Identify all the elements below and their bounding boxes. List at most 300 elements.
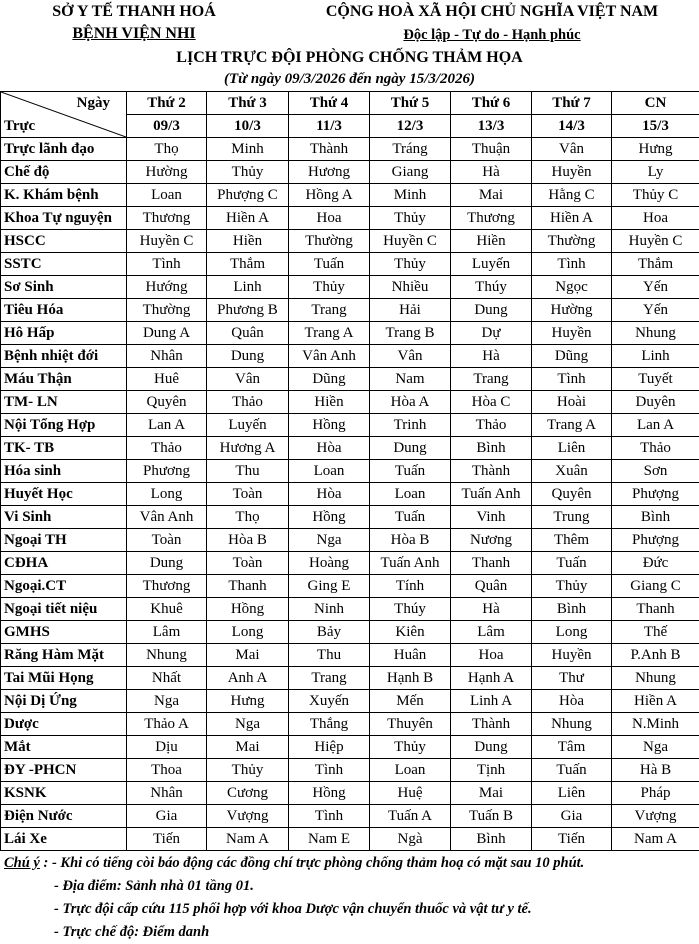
duty-person-cell: Thu — [289, 644, 370, 667]
duty-person-cell: Hòa — [289, 437, 370, 460]
department-name: Hóa sinh — [1, 460, 127, 483]
duty-person-cell: Nam A — [207, 828, 289, 851]
duty-person-cell: Thuyên — [370, 713, 451, 736]
duty-person-cell: Tính — [370, 575, 451, 598]
duty-person-cell: Dung — [370, 437, 451, 460]
duty-person-cell: Huyền — [532, 322, 612, 345]
department-name: Tiêu Hóa — [1, 299, 127, 322]
day-header: Thứ 2 — [127, 92, 207, 115]
note-line-1 — [4, 855, 584, 872]
date-header: 10/3 — [207, 115, 289, 138]
date-range: (Từ ngày 09/3/2026 đến ngày 15/3/2026) — [223, 71, 476, 87]
table-row — [1, 345, 699, 368]
department-name: Nội Tổng Hợp — [1, 414, 127, 437]
duty-person-cell: Tuấn Anh — [370, 552, 451, 575]
duty-person-cell: Hưng — [612, 138, 699, 161]
duty-person-cell: Tuấn — [370, 460, 451, 483]
duty-person-cell: Hoa — [451, 644, 532, 667]
duty-person-cell: Thủy — [370, 207, 451, 230]
duty-person-cell: Tuấn B — [451, 805, 532, 828]
department-name: Nội Dị Ứng — [1, 690, 127, 713]
duty-person-cell: Hương — [289, 161, 370, 184]
duty-person-cell: Hòa C — [451, 391, 532, 414]
duty-person-cell: Hồng — [289, 506, 370, 529]
duty-person-cell: Tráng — [370, 138, 451, 161]
duty-person-cell: Thảo — [451, 414, 532, 437]
duty-person-cell: Linh — [207, 276, 289, 299]
duty-person-cell: Tình — [289, 759, 370, 782]
duty-person-cell: Dung — [451, 736, 532, 759]
duty-person-cell: Nương — [451, 529, 532, 552]
table-row — [1, 368, 699, 391]
duty-person-cell: Nhân — [127, 345, 207, 368]
table-row — [1, 667, 699, 690]
table-row — [1, 138, 699, 161]
duty-person-cell: Hiền A — [207, 207, 289, 230]
duty-person-cell: Xuyến — [289, 690, 370, 713]
duty-person-cell: Luyến — [207, 414, 289, 437]
corner-duty-label: Trực — [4, 118, 36, 134]
duty-person-cell: Tình — [127, 253, 207, 276]
duty-person-cell: Nam A — [612, 828, 699, 851]
day-header: Thứ 7 — [532, 92, 612, 115]
table-row — [1, 736, 699, 759]
duty-person-cell: Tình — [532, 368, 612, 391]
department-name: Mắt — [1, 736, 127, 759]
table-row — [1, 805, 699, 828]
duty-person-cell: Trang B — [370, 322, 451, 345]
table-row — [1, 322, 699, 345]
department-name: K. Khám bệnh — [1, 184, 127, 207]
duty-person-cell: Huyền — [532, 161, 612, 184]
duty-person-cell: Loan — [370, 483, 451, 506]
duty-person-cell: Tâm — [532, 736, 612, 759]
duty-person-cell: Thường — [532, 230, 612, 253]
date-header: 11/3 — [289, 115, 370, 138]
duty-person-cell: Hiền — [289, 391, 370, 414]
note-line-3: - Trực đội cấp cứu 115 phối hợp với khoa Dược vận chuyển thuốc và vật tư y tế. — [54, 901, 532, 917]
duty-person-cell: Phượng C — [207, 184, 289, 207]
duty-person-cell: N.Minh — [612, 713, 699, 736]
duty-person-cell: Huệ — [370, 782, 451, 805]
duty-person-cell: Thủy — [370, 736, 451, 759]
duty-person-cell: Hà — [451, 161, 532, 184]
duty-person-cell: Dung A — [127, 322, 207, 345]
duty-person-cell: Loan — [127, 184, 207, 207]
duty-person-cell: Thường — [289, 230, 370, 253]
corner-day-label: Ngày — [76, 95, 110, 111]
org-name: SỞ Y TẾ THANH HOÁ — [52, 3, 216, 20]
duty-person-cell: Thảo — [207, 391, 289, 414]
duty-person-cell: Nga — [612, 736, 699, 759]
duty-person-cell: Thanh — [207, 575, 289, 598]
duty-person-cell: Loan — [289, 460, 370, 483]
duty-person-cell: Quân — [207, 322, 289, 345]
duty-person-cell: Đức — [612, 552, 699, 575]
duty-person-cell: Trang — [289, 667, 370, 690]
duty-person-cell: Dũng — [532, 345, 612, 368]
duty-person-cell: Huân — [370, 644, 451, 667]
duty-person-cell: Dịu — [127, 736, 207, 759]
department-name: Huyết Học — [1, 483, 127, 506]
duty-person-cell: Hòa A — [370, 391, 451, 414]
duty-person-cell: Cương — [207, 782, 289, 805]
duty-person-cell: Thường — [127, 299, 207, 322]
country-name: CỘNG HOÀ XÃ HỘI CHỦ NGHĨA VIỆT NAM — [325, 3, 659, 20]
duty-person-cell: Phượng — [612, 483, 699, 506]
table-row — [1, 161, 699, 184]
duty-person-cell: Thúy — [451, 276, 532, 299]
duty-person-cell: Thành — [289, 138, 370, 161]
department-name: Máu Thận — [1, 368, 127, 391]
duty-person-cell: Ngà — [370, 828, 451, 851]
note-line-4: - Trực chế độ: Điểm danh — [54, 924, 210, 940]
department-name: Ngoại TH — [1, 529, 127, 552]
duty-person-cell: Tình — [289, 805, 370, 828]
department-name: CĐHA — [1, 552, 127, 575]
duty-person-cell: Vượng — [612, 805, 699, 828]
department-name: SSTC — [1, 253, 127, 276]
duty-person-cell: Minh — [207, 138, 289, 161]
duty-person-cell: Tiến — [532, 828, 612, 851]
duty-person-cell: Trang A — [532, 414, 612, 437]
duty-person-cell: Gia — [532, 805, 612, 828]
duty-person-cell: Hạnh B — [370, 667, 451, 690]
department-name: Răng Hàm Mặt — [1, 644, 127, 667]
duty-person-cell: Hải — [370, 299, 451, 322]
duty-person-cell: Luyến — [451, 253, 532, 276]
duty-person-cell: Nhung — [127, 644, 207, 667]
duty-person-cell: Nga — [207, 713, 289, 736]
duty-person-cell: Thủy — [207, 161, 289, 184]
duty-person-cell: Trung — [532, 506, 612, 529]
duty-person-cell: Nhất — [127, 667, 207, 690]
department-name: Lái Xe — [1, 828, 127, 851]
duty-person-cell: Hằng C — [532, 184, 612, 207]
duty-person-cell: Bình — [532, 598, 612, 621]
duty-person-cell: Liên — [532, 437, 612, 460]
duty-person-cell: Thúy — [370, 598, 451, 621]
duty-person-cell: Pháp — [612, 782, 699, 805]
department-name: Sơ Sinh — [1, 276, 127, 299]
duty-person-cell: Dũng — [289, 368, 370, 391]
duty-person-cell: Vân — [532, 138, 612, 161]
duty-person-cell: Hồng — [289, 414, 370, 437]
duty-person-cell: Mai — [207, 736, 289, 759]
duty-person-cell: Quyên — [532, 483, 612, 506]
duty-person-cell: Nhân — [127, 782, 207, 805]
duty-person-cell: Dung — [451, 299, 532, 322]
duty-person-cell: Linh — [612, 345, 699, 368]
duty-person-cell: Giang — [370, 161, 451, 184]
duty-person-cell: Hà B — [612, 759, 699, 782]
table-row — [1, 575, 699, 598]
date-header: 09/3 — [127, 115, 207, 138]
duty-person-cell: Long — [207, 621, 289, 644]
department-name: Chế độ — [1, 161, 127, 184]
duty-person-cell: Thọ — [207, 506, 289, 529]
duty-person-cell: Thế — [612, 621, 699, 644]
duty-person-cell: Hòa B — [370, 529, 451, 552]
duty-person-cell: Hương A — [207, 437, 289, 460]
day-header: Thứ 6 — [451, 92, 532, 115]
table-row — [1, 690, 699, 713]
department-name: Bệnh nhiệt đới — [1, 345, 127, 368]
duty-person-cell: Long — [127, 483, 207, 506]
table-row — [1, 552, 699, 575]
duty-person-cell: Thủy C — [612, 184, 699, 207]
duty-person-cell: Vượng — [207, 805, 289, 828]
duty-person-cell: Gia — [127, 805, 207, 828]
table-row — [1, 299, 699, 322]
duty-person-cell: Thư — [532, 667, 612, 690]
day-header: Thứ 3 — [207, 92, 289, 115]
duty-person-cell: Hường — [127, 161, 207, 184]
duty-person-cell: Thương — [127, 575, 207, 598]
duty-person-cell: Toàn — [127, 529, 207, 552]
table-row — [1, 230, 699, 253]
note-text: : - Khi có tiếng còi báo động các đồng chí trực phòng chống thảm hoạ có mặt sau 10 phút. — [39, 855, 585, 871]
department-name: KSNK — [1, 782, 127, 805]
duty-person-cell: Hà — [451, 598, 532, 621]
duty-person-cell: Ninh — [289, 598, 370, 621]
duty-person-cell: Quyên — [127, 391, 207, 414]
duty-person-cell: Thương — [127, 207, 207, 230]
table-row — [1, 253, 699, 276]
table-row — [1, 483, 699, 506]
table-row — [1, 598, 699, 621]
duty-person-cell: Thanh — [612, 598, 699, 621]
duty-person-cell: Hiền A — [532, 207, 612, 230]
date-header: 13/3 — [451, 115, 532, 138]
table-row — [1, 713, 699, 736]
duty-person-cell: Hoàng — [289, 552, 370, 575]
department-name: HSCC — [1, 230, 127, 253]
duty-person-cell: Tuyết — [612, 368, 699, 391]
duty-person-cell: Thành — [451, 460, 532, 483]
table-row — [1, 644, 699, 667]
duty-person-cell: Hạnh A — [451, 667, 532, 690]
department-name: ĐY -PHCN — [1, 759, 127, 782]
duty-person-cell: Thắm — [207, 253, 289, 276]
duty-person-cell: Vân Anh — [289, 345, 370, 368]
duty-person-cell: Dự — [451, 322, 532, 345]
duty-person-cell: Trang — [451, 368, 532, 391]
table-row — [1, 437, 699, 460]
duty-person-cell: Vân — [370, 345, 451, 368]
duty-person-cell: Thoa — [127, 759, 207, 782]
table-row — [1, 207, 699, 230]
duty-person-cell: Hồng — [289, 782, 370, 805]
duty-person-cell: Lan A — [612, 414, 699, 437]
department-name: Điện Nước — [1, 805, 127, 828]
duty-person-cell: Nhung — [532, 713, 612, 736]
duty-person-cell: Quân — [451, 575, 532, 598]
duty-person-cell: Trang — [289, 299, 370, 322]
duty-person-cell: Thắng — [289, 713, 370, 736]
duty-person-cell: Anh A — [207, 667, 289, 690]
table-row — [1, 460, 699, 483]
duty-person-cell: Phượng — [612, 529, 699, 552]
duty-person-cell: Liên — [532, 782, 612, 805]
date-header: 14/3 — [532, 115, 612, 138]
duty-person-cell: Minh — [370, 184, 451, 207]
duty-person-cell: Linh A — [451, 690, 532, 713]
duty-person-cell: Nga — [289, 529, 370, 552]
table-row — [1, 414, 699, 437]
duty-person-cell: Hòa — [532, 690, 612, 713]
duty-person-cell: Xuân — [532, 460, 612, 483]
duty-person-cell: Thương — [451, 207, 532, 230]
duty-person-cell: Nhung — [612, 322, 699, 345]
duty-person-cell: Thanh — [451, 552, 532, 575]
duty-person-cell: Vinh — [451, 506, 532, 529]
duty-person-cell: Vân — [207, 368, 289, 391]
duty-person-cell: Yến — [612, 276, 699, 299]
date-header: 12/3 — [370, 115, 451, 138]
duty-person-cell: Huyền — [532, 644, 612, 667]
header-row-days — [1, 92, 699, 115]
national-motto: Độc lập - Tự do - Hạnh phúc — [403, 27, 581, 43]
duty-person-cell: Trinh — [370, 414, 451, 437]
duty-person-cell: Khuê — [127, 598, 207, 621]
duty-person-cell: Bình — [451, 828, 532, 851]
duty-person-cell: Nam E — [289, 828, 370, 851]
duty-person-cell: Thảo — [127, 437, 207, 460]
duty-person-cell: Mai — [451, 782, 532, 805]
duty-person-cell: Thủy — [532, 575, 612, 598]
duty-person-cell: Bảy — [289, 621, 370, 644]
note-label: Chú ý — [4, 855, 40, 871]
duty-person-cell: Thêm — [532, 529, 612, 552]
duty-person-cell: Thảo A — [127, 713, 207, 736]
hospital-name: BỆNH VIỆN NHI — [72, 25, 196, 42]
duty-person-cell: Long — [532, 621, 612, 644]
duty-person-cell: Ging E — [289, 575, 370, 598]
duty-person-cell: Ly — [612, 161, 699, 184]
duty-person-cell: Trang A — [289, 322, 370, 345]
day-header: CN — [612, 92, 699, 115]
department-name: GMHS — [1, 621, 127, 644]
department-name: Tai Mũi Họng — [1, 667, 127, 690]
duty-person-cell: Lâm — [127, 621, 207, 644]
table-row — [1, 276, 699, 299]
duty-person-cell: Mai — [451, 184, 532, 207]
corner-header — [1, 92, 127, 138]
duty-person-cell: Tịnh — [451, 759, 532, 782]
duty-person-cell: Mến — [370, 690, 451, 713]
duty-person-cell: Phương — [127, 460, 207, 483]
table-row — [1, 828, 699, 851]
table-row — [1, 529, 699, 552]
duty-person-cell: Nhung — [612, 667, 699, 690]
table-row — [1, 782, 699, 805]
duty-person-cell: Phương B — [207, 299, 289, 322]
duty-person-cell: Ngọc — [532, 276, 612, 299]
department-name: TK- TB — [1, 437, 127, 460]
duty-person-cell: Thắm — [612, 253, 699, 276]
department-name: Trực lãnh đạo — [1, 138, 127, 161]
duty-person-cell: Hồng — [207, 598, 289, 621]
duty-person-cell: Thủy — [207, 759, 289, 782]
duty-schedule-table — [0, 91, 699, 851]
duty-person-cell: Thảo — [612, 437, 699, 460]
duty-person-cell: Tuấn — [532, 759, 612, 782]
duty-person-cell: Thủy — [289, 276, 370, 299]
duty-person-cell: Tuấn A — [370, 805, 451, 828]
department-name: Vi Sinh — [1, 506, 127, 529]
duty-person-cell: Hiền — [207, 230, 289, 253]
duty-person-cell: Hiền — [451, 230, 532, 253]
duty-person-cell: Hoa — [612, 207, 699, 230]
duty-person-cell: Sơn — [612, 460, 699, 483]
duty-person-cell: Dung — [127, 552, 207, 575]
duty-person-cell: Giang C — [612, 575, 699, 598]
duty-person-cell: Lâm — [451, 621, 532, 644]
duty-person-cell: Hoa — [289, 207, 370, 230]
table-row — [1, 621, 699, 644]
duty-person-cell: Thu — [207, 460, 289, 483]
duty-person-cell: Loan — [370, 759, 451, 782]
duty-person-cell: Kiên — [370, 621, 451, 644]
duty-person-cell: Thủy — [370, 253, 451, 276]
table-row — [1, 759, 699, 782]
page-title: LỊCH TRỰC ĐỘI PHÒNG CHỐNG THẢM HỌA — [176, 49, 523, 66]
duty-person-cell: Lan A — [127, 414, 207, 437]
duty-person-cell: Hướng — [127, 276, 207, 299]
duty-person-cell: Tình — [532, 253, 612, 276]
duty-person-cell: Tiến — [127, 828, 207, 851]
duty-person-cell: Bình — [612, 506, 699, 529]
duty-person-cell: Nam — [370, 368, 451, 391]
duty-person-cell: Tuấn — [370, 506, 451, 529]
department-name: Khoa Tự nguyện — [1, 207, 127, 230]
duty-person-cell: Tuấn Anh — [451, 483, 532, 506]
duty-person-cell: Toàn — [207, 483, 289, 506]
duty-person-cell: Hiệp — [289, 736, 370, 759]
duty-person-cell: Toàn — [207, 552, 289, 575]
day-header: Thứ 5 — [370, 92, 451, 115]
duty-person-cell: Hưng — [207, 690, 289, 713]
duty-person-cell: Mai — [207, 644, 289, 667]
department-name: TM- LN — [1, 391, 127, 414]
duty-person-cell: Hòa — [289, 483, 370, 506]
department-name: Hô Hấp — [1, 322, 127, 345]
department-name: Dược — [1, 713, 127, 736]
day-header: Thứ 4 — [289, 92, 370, 115]
duty-person-cell: Hường — [532, 299, 612, 322]
duty-person-cell: Huê — [127, 368, 207, 391]
duty-person-cell: Thành — [451, 713, 532, 736]
duty-person-cell: Dung — [207, 345, 289, 368]
table-row — [1, 506, 699, 529]
date-header: 15/3 — [612, 115, 699, 138]
duty-person-cell: Hòa B — [207, 529, 289, 552]
duty-person-cell: Hoài — [532, 391, 612, 414]
duty-person-cell: Hiền A — [612, 690, 699, 713]
department-name: Ngoại tiết niệu — [1, 598, 127, 621]
duty-person-cell: Thọ — [127, 138, 207, 161]
duty-person-cell: Tuấn — [532, 552, 612, 575]
duty-person-cell: Vân Anh — [127, 506, 207, 529]
duty-person-cell: Hà — [451, 345, 532, 368]
table-row — [1, 184, 699, 207]
duty-person-cell: Nga — [127, 690, 207, 713]
duty-person-cell: Nhiều — [370, 276, 451, 299]
duty-person-cell: Thuận — [451, 138, 532, 161]
duty-person-cell: Huyền C — [612, 230, 699, 253]
duty-person-cell: Huyền C — [127, 230, 207, 253]
